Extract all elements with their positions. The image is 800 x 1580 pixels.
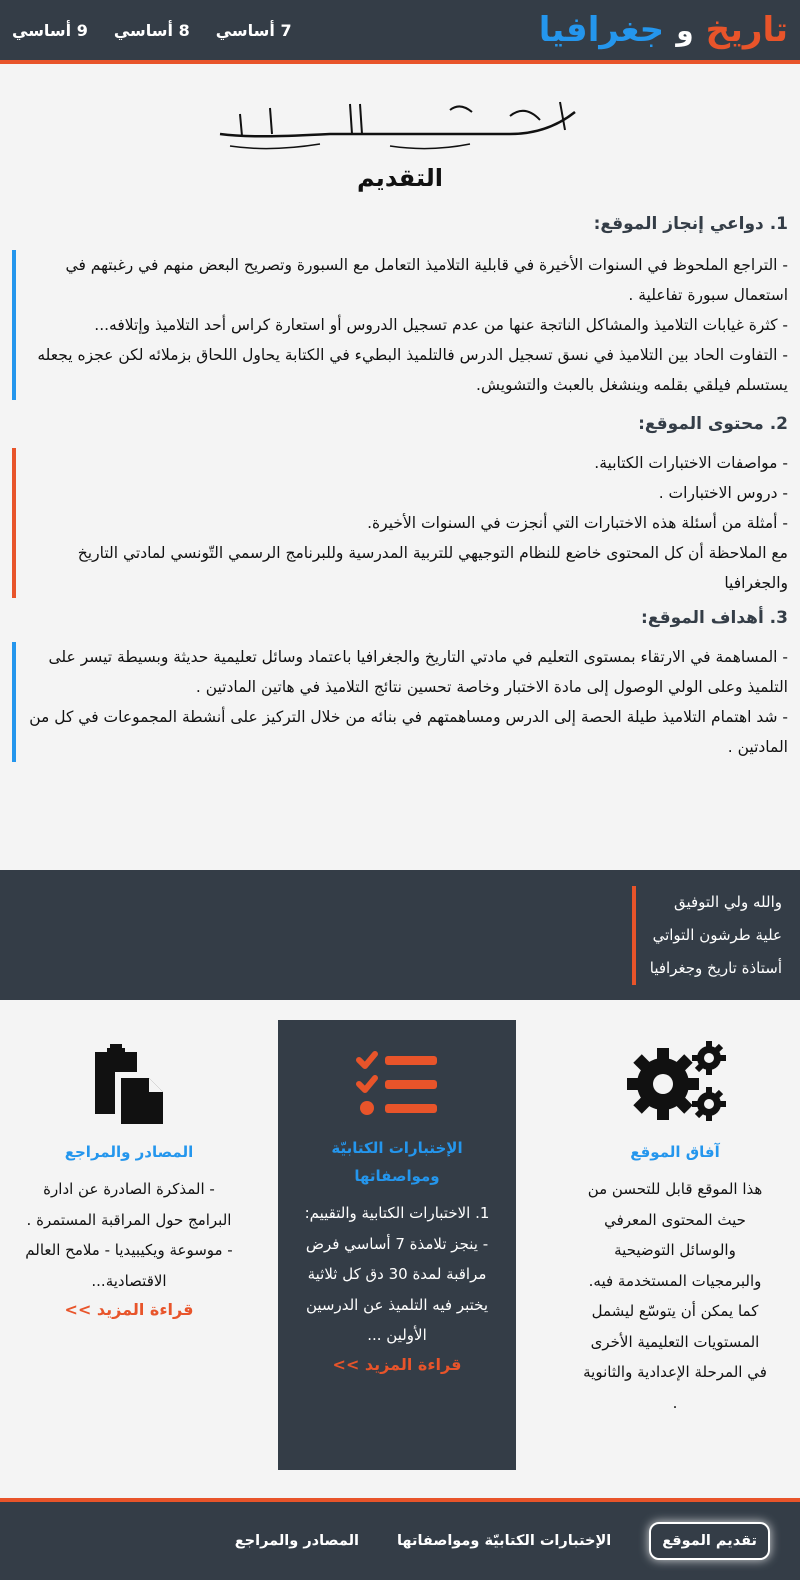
section-heading-goals: 3. أهداف الموقع: [641, 608, 788, 628]
signature-role: أستاذة تاريخ وجغرافيا [649, 959, 782, 977]
signature-section [0, 870, 800, 1000]
nav-grade-8[interactable]: 8 أساسي [113, 20, 190, 40]
card-written-exams [278, 1020, 516, 1470]
nav-grade-7[interactable]: 7 أساسي [215, 20, 292, 40]
footer-nav-references[interactable]: المصادر والمراجع [234, 1533, 359, 1549]
card-site-horizons [580, 1040, 770, 1418]
logo-word-geography: جغرافيا [538, 10, 665, 50]
logo-word-history: تاريخ [705, 10, 788, 50]
card-title[interactable]: المصادر والمراجع [64, 1143, 194, 1161]
nav-grade-9[interactable]: 9 أساسي [12, 20, 88, 40]
section-box-reasons [12, 250, 788, 400]
read-more-link[interactable]: قراءة المزيد >> [64, 1300, 194, 1319]
read-more-link[interactable]: قراءة المزيد >> [332, 1354, 462, 1374]
signature-block [632, 886, 782, 985]
site-logo[interactable] [539, 10, 788, 50]
site-footer [0, 1498, 800, 1580]
card-text: 1. الاختبارات الكتابية والتقييم: - ينجز تلامذة 7 أساسي فرض مراقبة لمدة 30 دق كل ثلاثية يختبر فيه التلميذ عن الدرسين الأولين ... [304, 1204, 490, 1344]
signature-author: علية طرشون التواتي [652, 926, 782, 944]
paragraph: - كثرة غيابات التلاميذ والمشاكل الناتجة عنها من عدم تسجيل الدروس أو استعارة كراس أحد التلاميذ وإتلافه... [94, 316, 788, 334]
checklist-icon [355, 1050, 439, 1118]
card-title[interactable]: آفاق الموقع [630, 1143, 720, 1161]
section-heading-reasons: 1. دواعي إنجاز الموقع: [593, 214, 788, 234]
footer-nav-exams[interactable]: الإختبارات الكتابيّة ومواصفاتها [396, 1533, 612, 1549]
gears-icon [623, 1040, 727, 1124]
footer-nav-intro[interactable]: تقديم الموقع [649, 1522, 770, 1560]
basmala-calligraphy [210, 94, 590, 154]
signature-line: والله ولي التوفيق [673, 893, 782, 911]
feature-cards [0, 1000, 800, 1500]
paragraph: - شد اهتمام التلاميذ طيلة الحصة إلى الدرس ومساهمتهم في بنائه من خلال التركيز على أنشطة المجموعات في كل من المادتين . [29, 708, 788, 756]
card-text: - المذكرة الصادرة عن ادارة البرامج حول المراقبة المستمرة . - موسوعة ويكيبيديا - ملامح العالم الاقتصادية... [25, 1180, 233, 1290]
paragraph: - دروس الاختبارات . [658, 484, 788, 502]
page-title: التقديم [356, 164, 443, 192]
paragraph: - المساهمة في الارتقاء بمستوى التعليم في مادتي التاريخ والجغرافيا باعتماد وسائل تعليمية حديثة وبسيطة تيسر على التلميذ وعلى الولي الوصول إلى مادة الاختبار وخاصة تحسين نتائج التلاميذ في هاتين المادتين . [48, 648, 788, 696]
card-text: هذا الموقع قابل للتحسن من حيث المحتوى المعرفي والوسائل التوضيحية والبرمجيات المستخدمة فيه. كما يمكن أن يتوسّع ليشمل المستويات التعليمية الأخرى في المرحلة الإعدادية والثانوية . [583, 1180, 767, 1412]
clipboard-copy-icon [93, 1044, 165, 1124]
paragraph: مع الملاحظة أن كل المحتوى خاضع للنظام التوجيهي للتربية المدرسية وللبرنامج الرسمي التّونسي لمادتي التاريخ والجغرافيا [77, 544, 788, 592]
paragraph: - التفاوت الحاد بين التلاميذ في نسق تسجيل الدرس فالتلميذ البطيء في الكتابة يحاول اللحاق بزملائه لكن عجزه يجعله يستسلم فيلقي بقلمه وينشغل بالعبث والتشويش. [37, 346, 788, 394]
paragraph: - أمثلة من أسئلة هذه الاختبارات التي أنجزت في السنوات الأخيرة. [367, 514, 788, 532]
section-box-goals [12, 642, 788, 762]
section-box-content [12, 448, 788, 598]
logo-word-and: و [676, 13, 694, 47]
section-heading-content: 2. محتوى الموقع: [638, 414, 788, 434]
site-header [0, 0, 800, 64]
card-references [24, 1044, 234, 1319]
paragraph: - التراجع الملحوظ في السنوات الأخيرة في قابلية التلاميذ التعامل مع السبورة وتصريح البعض منهم في رغبتهم في استعمال سبورة تفاعلية . [65, 256, 788, 304]
paragraph: - مواصفات الاختبارات الكتابية. [594, 454, 788, 472]
intro-section [0, 68, 800, 868]
top-nav [12, 21, 292, 40]
card-title[interactable]: الإختبارات الكتابيّة ومواصفاتها [331, 1139, 463, 1185]
